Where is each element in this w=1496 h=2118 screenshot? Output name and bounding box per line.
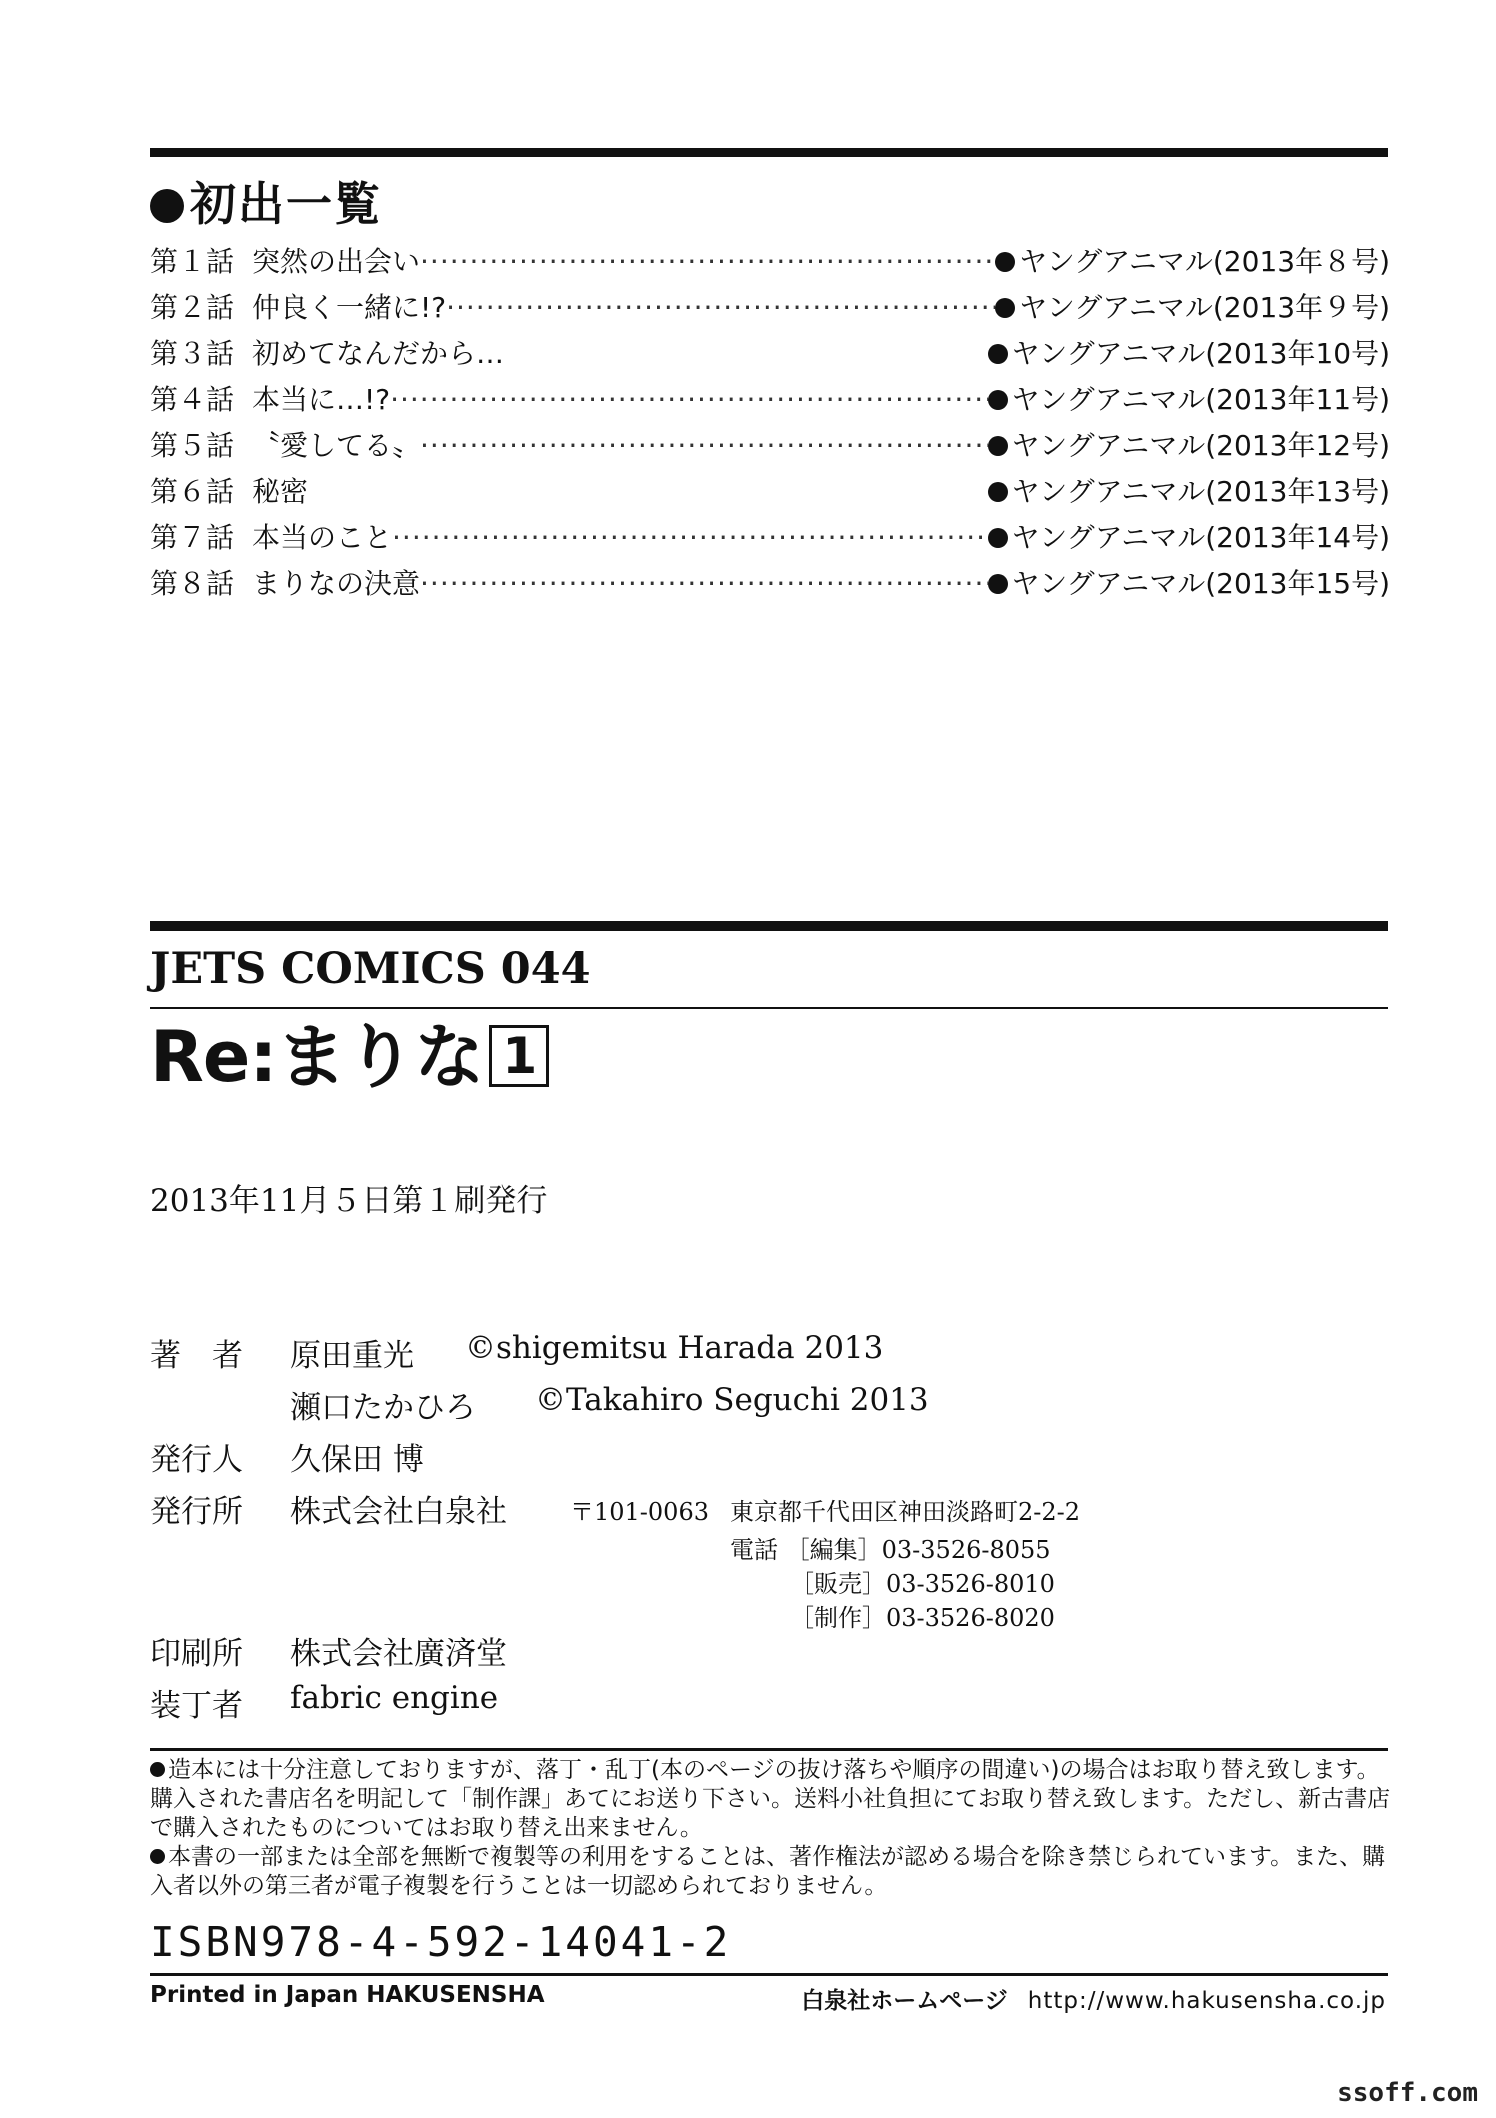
bullet-icon: [150, 1849, 165, 1864]
volume-badge: 1: [489, 1025, 549, 1087]
chapter-list: [150, 240, 1390, 608]
homepage-link[interactable]: http://www.hakusensha.co.jp: [1027, 1988, 1386, 2014]
bullet-icon: [988, 574, 1008, 594]
divider: [150, 1973, 1388, 1976]
notice-text: 造本には十分注意しておりますが、落丁・乱丁(本のページの抜け落ちや順序の間違い)の場合はお取り替え致します。購入された書店名を明記して「制作課」あてにお送り下さい。送料小社負担にてお取り替え致します。ただし、新古書店で購入されたものについてはお取り替え出来ません。 本書の一部または全部を無断で複製等の利用をすることは、著作権法が認める場合を除き禁じられています。また、購入者以外の第三者が電子複製を行うことは一切認められておりません。: [150, 1757, 1391, 1899]
bullet-icon: [150, 189, 184, 223]
leader-dots: [420, 567, 987, 600]
bullet-icon: [988, 482, 1008, 502]
list-item: 第１話 突然の出会い ····· ヤングアニマル(2013年８号): [150, 240, 1390, 286]
printed-in: Printed in Japan HAKUSENSHA: [150, 1982, 545, 2008]
list-item: 第３話 初めてなんだから… ヤングアニマル(2013年10号): [150, 337, 1390, 370]
bullet-icon: [988, 390, 1008, 410]
bullet-icon: [995, 252, 1015, 272]
bullet-icon: [150, 1762, 165, 1777]
bullet-icon: [988, 436, 1008, 456]
leader-dots: [446, 291, 995, 324]
bullet-icon: [988, 344, 1008, 364]
top-rule: [150, 148, 1388, 157]
leader-dots: [390, 383, 987, 416]
section-heading: 初出一覧: [150, 168, 382, 234]
leader-dots: [420, 245, 995, 278]
leader-dots: [420, 429, 987, 462]
issue-date: 2013年11月５日第１刷発行: [150, 1183, 548, 1219]
bullet-icon: [995, 298, 1015, 318]
leader-dots: [392, 521, 987, 554]
list-item: 第７話 本当のこと ····· ヤングアニマル(2013年14号): [150, 516, 1390, 562]
series-name: JETS COMICS 044: [150, 944, 591, 994]
list-item: 第４話 本当に…!? ····· ヤングアニマル(2013年11号): [150, 378, 1390, 424]
watermark: ssoff.com: [1337, 2078, 1478, 2108]
divider: [150, 1007, 1388, 1009]
homepage: 白泉社ホームページ http://www.hakusensha.co.jp: [801, 1988, 1386, 2014]
colophon-rule: [150, 921, 1388, 931]
isbn: ISBN978-4-592-14041-2: [150, 1918, 732, 1966]
list-item: 第２話 仲良く一緒に!? ····· ヤングアニマル(2013年９号): [150, 286, 1390, 332]
book-title: Re:まりな 1: [150, 1022, 549, 1092]
list-item: 第８話 まりなの決意 ····· ヤングアニマル(2013年15号): [150, 562, 1390, 608]
list-item: 第５話 〝愛してる〟 ····· ヤングアニマル(2013年12号): [150, 424, 1390, 470]
bullet-icon: [988, 528, 1008, 548]
phone-sales: ［販売］03-3526-8010: [790, 1570, 1055, 1598]
phone-production: ［制作］03-3526-8020: [790, 1604, 1055, 1632]
list-item: 第６話 秘密 ヤングアニマル(2013年13号): [150, 475, 1390, 508]
phone-editorial: 電話 ［編集］03-3526-8055: [730, 1536, 1051, 1564]
divider: [150, 1748, 1388, 1751]
